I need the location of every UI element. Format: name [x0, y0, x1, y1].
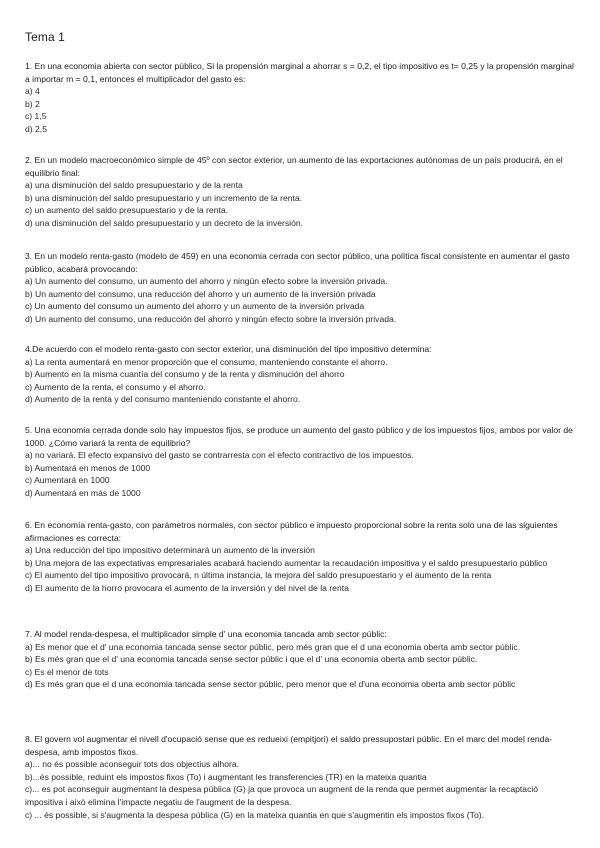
question-8 [25, 733, 577, 821]
question-stem: 4.De acuerdo con el modelo renta-gasto con sector exterior, una disminución del tipo impositivo determina: [25, 344, 432, 354]
answer-option: b) Aumentará en menos de 1000 [25, 462, 151, 473]
answer-option: c) Un aumento del consumo un aumento del ahorro y un aumento de la inversión privada [25, 301, 365, 312]
answer-option: c) 1,5 [25, 111, 47, 122]
question-3 [25, 250, 577, 326]
question-2 [25, 154, 577, 230]
question-7 [25, 628, 577, 691]
answer-option: a) no variará. El efecto expansivo del gasto se contrarresta con el efecto contractivo de los impuestos. [25, 450, 414, 461]
answer-option: a) 4 [25, 86, 40, 97]
answer-option: d) Un aumento del consumo, una reducción del ahorro y ningún efecto sobre la inversión privada. [25, 313, 397, 324]
answer-option: a) Un aumento del consumo, un aumento del ahorro y ningún efecto sobre la inversión privada. [25, 276, 388, 287]
answer-option: c)... es pot aconseguir augmentant la despesa pública (G) ja que provoca un augment de la renda que permet augmentar la recaptació impositiva i això elimina l'impacte negatiu de l'augment de la despesa. [25, 784, 539, 807]
answer-option: a) una disminución del saldo presupuestario y de la renta [25, 180, 243, 191]
question-stem: 7. Al model renda-despesa, el multiplicador simple d' una economia tancada amb sector públic: [25, 629, 387, 639]
answer-option: b) Aumento en la misma cuantía del consumo y de la renta y disminución del ahorro [25, 369, 345, 380]
page-title: Tema 1 [25, 30, 65, 44]
answer-option: c) ... és possible, si s'augmenta la despesa pública (G) en la mateixa quantia en que s'augmentin els impostos fixos (To). [25, 809, 484, 820]
answer-option: b)...és possible, reduint els impostos fixos (To) i augmentant les transferencies (TR) en la mateixa quantia [25, 771, 427, 782]
answer-option: c) Aumentará en 1000 [25, 475, 110, 486]
answer-option: c) Es el menor de tots [25, 666, 109, 677]
answer-option: a)... no és possible aconseguir tots dos objectius alhora. [25, 759, 240, 770]
question-1 [25, 60, 577, 136]
question-5 [25, 424, 577, 500]
question-stem: 2. En un modelo macroeconómico simple de 45º con sector exterior, un aumento de las exportaciones autónomas de un país producirá, en el equilibrio final: [25, 155, 563, 178]
answer-option: b) 2 [25, 98, 40, 109]
answer-option: d) 2,5 [25, 123, 47, 134]
answer-option: d) Aumentará en más de 1000 [25, 487, 141, 498]
answer-option: c) un aumento del saldo presupuestario y de la renta. [25, 205, 229, 216]
question-stem: 5. Una economia cerrada donde solo hay impuestos fijos, se produce un aumento del gasto público y de los impuestos fijos, ambos por valor de 1000. ¿Cómo variará la renta de equilibrio? [25, 425, 573, 448]
question-stem: 1. En una economia abierta con sector público, Si la propensión marginal a ahorrar s = 0,2, el tipo impositivo es t= 0,25 y la propensión marginal a importar m = 0,1, entonces el multiplicador del gasto es: [25, 61, 574, 84]
answer-option: d) El aumento de la horro provocara el aumento de la inversión y del nivel de la renta [25, 582, 349, 593]
question-6 [25, 519, 577, 595]
question-stem: 3. En un modelo renta-gasto (modelo de 459) en una economia cerrada con sector público, una política fiscal consistente en aumentar el gasto público, acabará provocando: [25, 251, 570, 274]
question-stem: 6. En economía renta-gasto, con parámetros normales, con sector público e impuesto proporcional sobre la renta solo una de las siguientes afirmaciones es correcta: [25, 520, 558, 543]
answer-option: d) una disminución del saldo presupuestario y un decreto de la inversión. [25, 217, 304, 228]
answer-option: a) Una reducción del tipo impositivo determinará un aumento de la inversión [25, 545, 315, 556]
answer-option: b) Una mejora de las expectativas empresariales acabará haciendo aumentar la recaudación impositiva y el saldo presupuestario público [25, 557, 548, 568]
answer-option: b) Un aumento del consumo, una reducción del ahorro y un aumento de la inversión privada [25, 288, 376, 299]
question-4 [25, 343, 577, 406]
answer-option: d) Es més gran que el d una economia tancada sense sector públic, pero menor que el d'una economia oberta amb sector públic [25, 679, 516, 690]
answer-option: a) La renta aumentará en menor proporción que el consumo, manteniendo constante el ahorro. [25, 356, 388, 367]
question-stem: 8. El govern vol augmentar el nivell d'ocupació sense que es redueixi (empitjori) el saldo pressupostari públic. En el marc del model renda-despesa, amb impostos fixos. [25, 734, 553, 757]
answer-option: b) Es més gran que el d' una economia tancada sense sector públic i que el d' una economia oberta amb sector públic. [25, 654, 478, 665]
answer-option: b) una disminución del saldo presupuestario y un incremento de la renta. [25, 192, 303, 203]
answer-option: c) Aumento de la renta, el consumo y el ahorro. [25, 381, 206, 392]
answer-option: d) Aumento de la renta y del consumo manteniendo constante el ahorro. [25, 394, 301, 405]
answer-option: c) El aumento del tipo impositivo provocará, n última instancia, la mejora del saldo presupuestario y el aumento de la renta [25, 570, 492, 581]
answer-option: a) Es menor que el d' una economia tancada sense sector públic, pero més gran que el d una economia oberta amb sector públic. [25, 641, 521, 652]
